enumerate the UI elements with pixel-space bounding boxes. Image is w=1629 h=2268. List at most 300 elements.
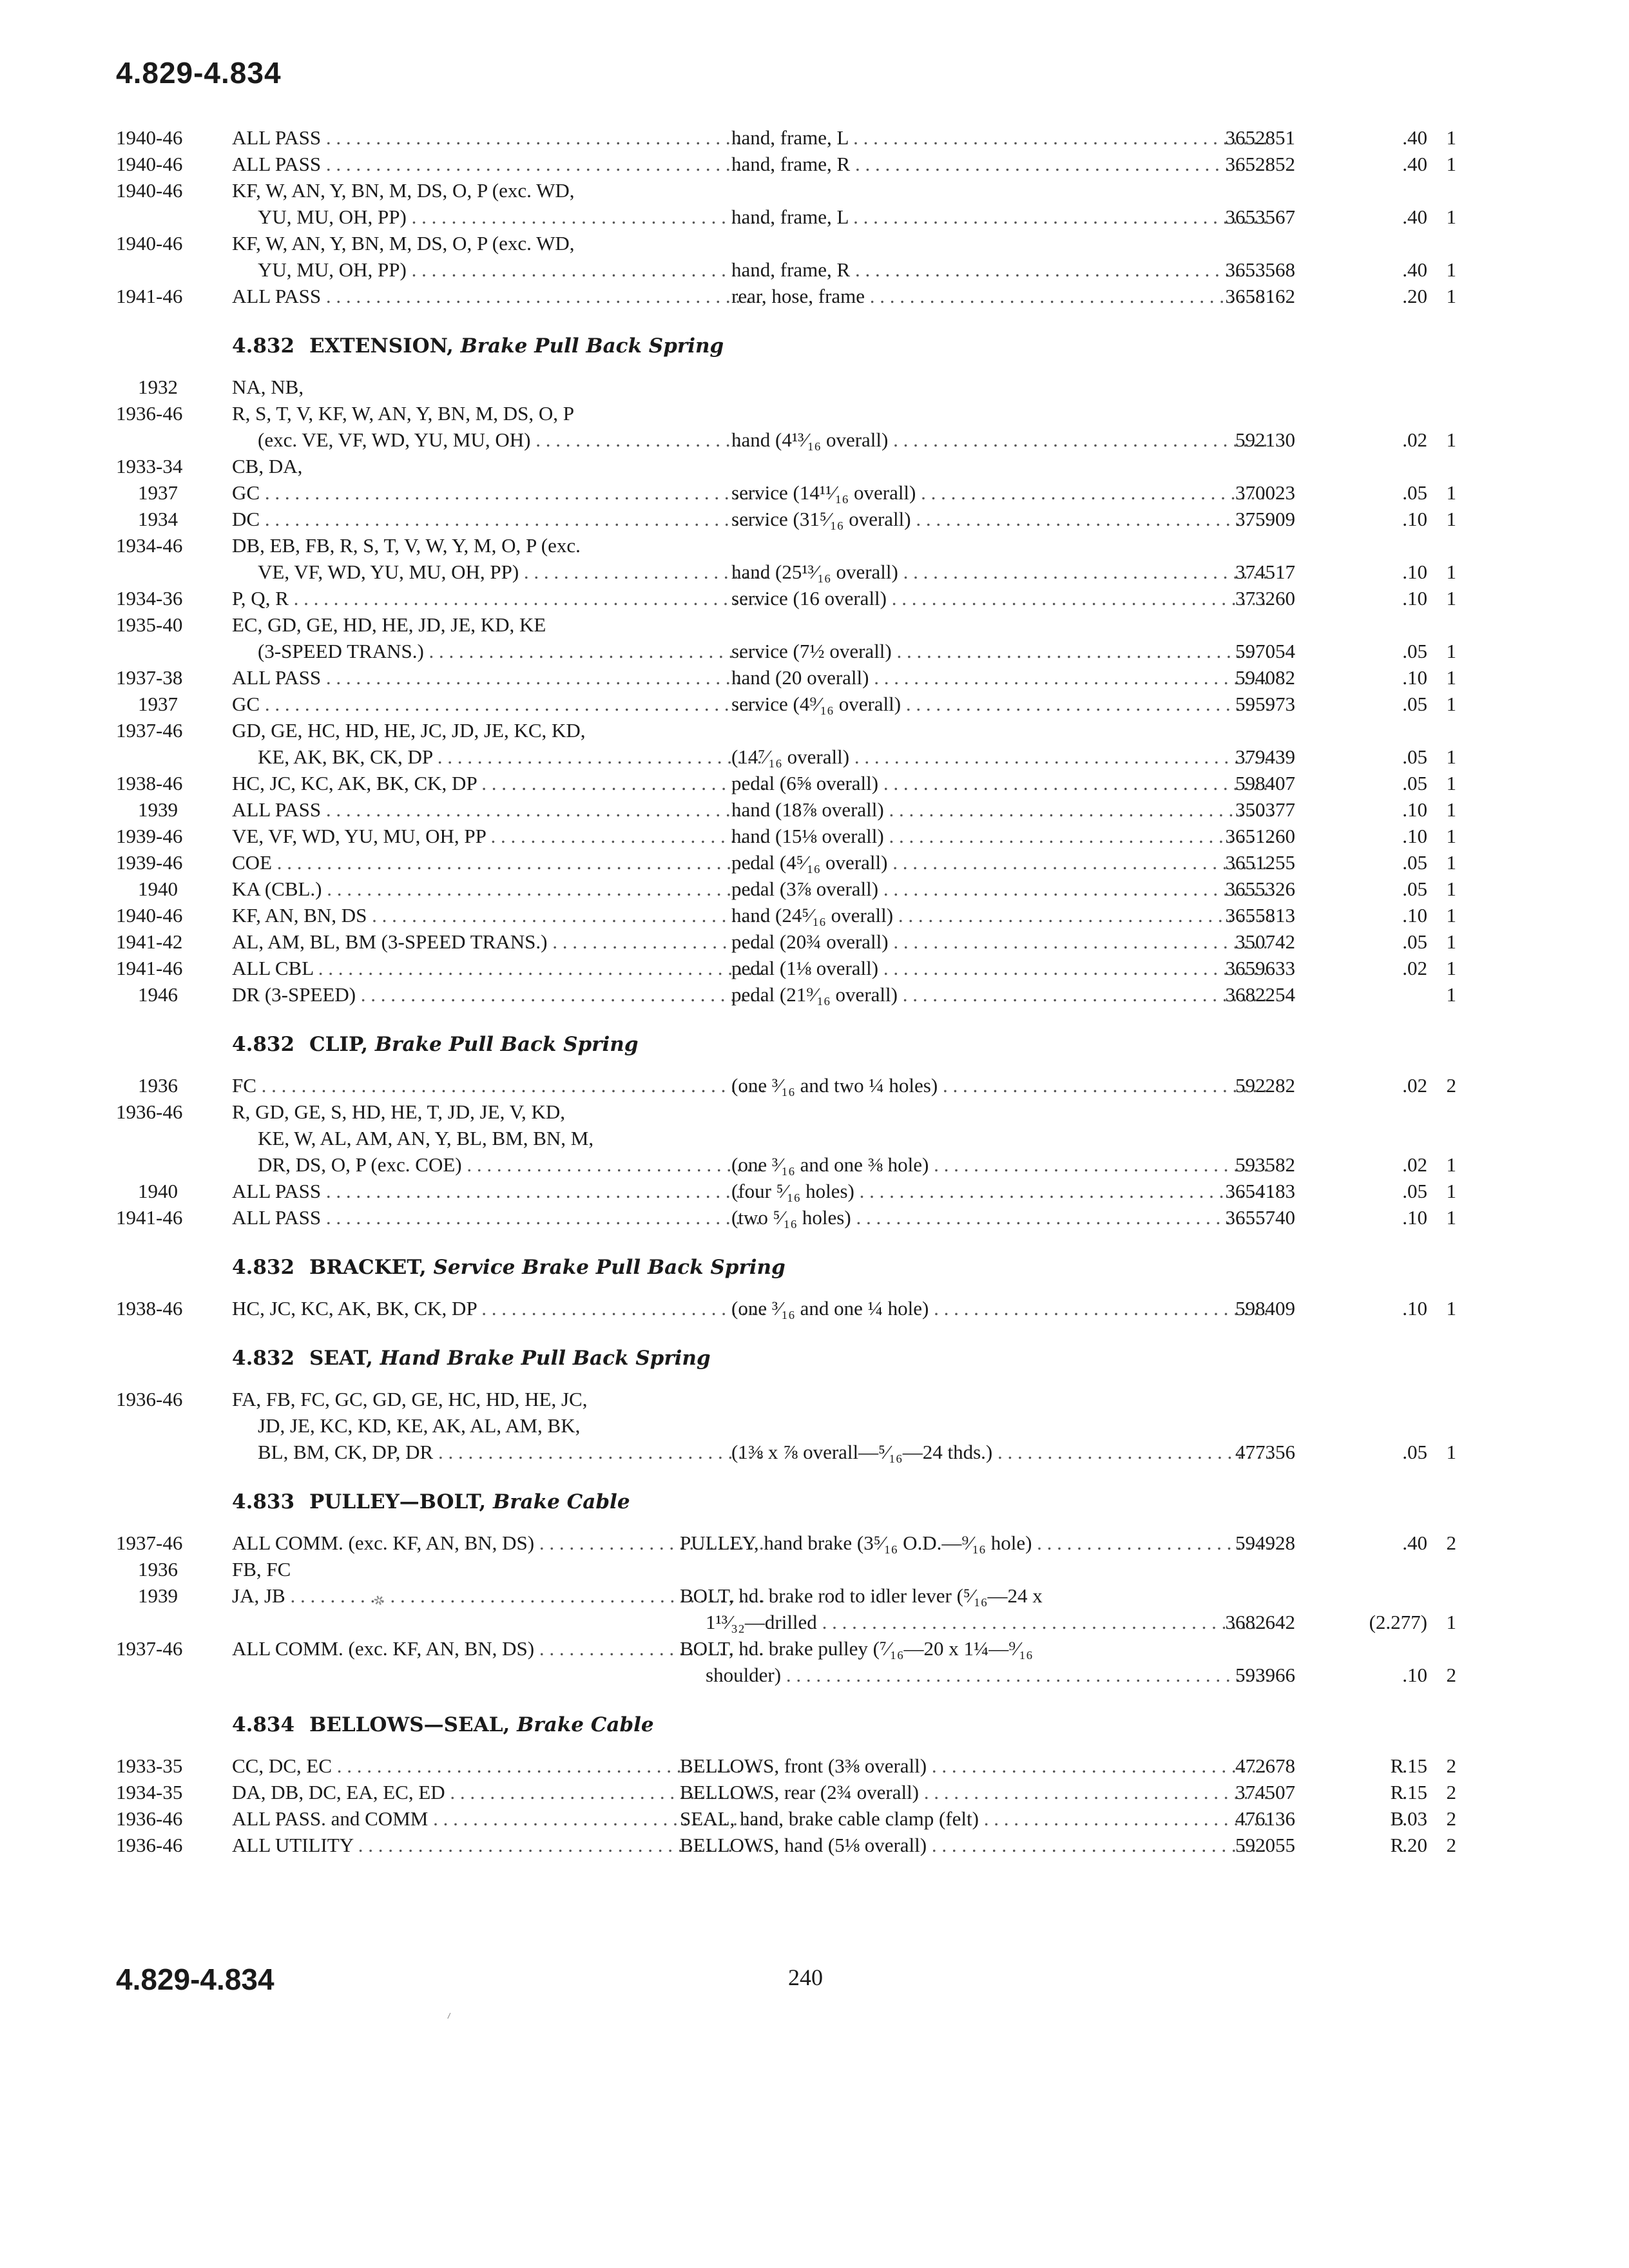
section-title: [309, 1033, 639, 1056]
part-description: hand (18⅞ overall) . . .: [731, 798, 1273, 822]
list-price: .40: [1402, 126, 1427, 149]
model-list: KE, AK, BK, CK, DP . . .: [258, 745, 767, 769]
year-range: 1937-46: [116, 719, 183, 742]
table-row: [116, 983, 1463, 1010]
table-row: [116, 1388, 1463, 1414]
part-number: 477356: [1235, 1441, 1295, 1463]
quantity: 2: [1446, 1807, 1456, 1830]
model-list: ALL PASS . . .: [232, 285, 767, 308]
page-number: 240: [788, 1965, 823, 1990]
part-number: 3651255: [1225, 851, 1295, 874]
year-range: 1940: [138, 1180, 178, 1202]
year-range: 1935-40: [116, 613, 183, 636]
table-row: [116, 1558, 1463, 1584]
table-row: [116, 1532, 1463, 1558]
list-price: .10: [1402, 798, 1427, 821]
model-list: R, S, T, V, KF, W, AN, Y, BN, M, DS, O, P: [232, 402, 575, 425]
quantity: 2: [1446, 1834, 1456, 1856]
part-number: 3658162: [1225, 285, 1295, 307]
table-row: [116, 1637, 1463, 1664]
year-range: 1938-46: [116, 772, 183, 794]
model-list: ALL UTILITY . . .: [232, 1834, 767, 1857]
part-description: pedal (20¾ overall) . . .: [731, 930, 1273, 954]
year-range: 1939: [138, 798, 178, 821]
part-number: 350377: [1235, 798, 1295, 821]
part-description: hand, frame, L . . .: [731, 126, 1273, 149]
part-number: 3655813: [1225, 904, 1295, 927]
quantity: 2: [1446, 1664, 1456, 1686]
part-number: 598409: [1235, 1297, 1295, 1320]
model-list: ALL PASS . . .: [232, 126, 767, 149]
part-number: 375909: [1235, 508, 1295, 530]
table-row: [116, 1834, 1463, 1860]
table-row: [116, 798, 1463, 825]
table-row: [116, 745, 1463, 772]
part-number: 370023: [1235, 481, 1295, 504]
model-list: AL, AM, BL, BM (3-SPEED TRANS.) . . .: [232, 930, 767, 954]
part-description: service (31⁵⁄₁₆ overall) . . .: [731, 508, 1273, 531]
part-number: 476136: [1235, 1807, 1295, 1830]
list-price: .10: [1402, 561, 1427, 583]
section-subtitle: Brake Cable: [493, 1490, 630, 1514]
model-list: CC, DC, EC . . .: [232, 1754, 767, 1778]
table-row: [116, 232, 1463, 258]
quantity: 1: [1446, 1611, 1456, 1633]
model-list: DB, EB, FB, R, S, T, V, W, Y, M, O, P (exc.: [232, 534, 581, 557]
part-number: 3652851: [1225, 126, 1295, 149]
quantity: 1: [1446, 1153, 1456, 1176]
part-number: 592282: [1235, 1074, 1295, 1097]
part-number: 595973: [1235, 693, 1295, 715]
section-heading: [116, 1244, 1463, 1284]
list-price: .05: [1402, 851, 1427, 874]
quantity: 2: [1446, 1074, 1456, 1097]
part-number: 373260: [1235, 587, 1295, 610]
section-title-main: CLIP,: [309, 1033, 369, 1056]
year-range: 1937-46: [116, 1637, 183, 1660]
table-row: [116, 587, 1463, 613]
group-flag: B: [1390, 1807, 1404, 1830]
part-description: (four ⁵⁄₁₆ holes) . . .: [731, 1180, 1273, 1203]
model-list: R, GD, GE, S, HD, HE, T, JD, JE, V, KD,: [232, 1100, 565, 1123]
quantity: 2: [1446, 1532, 1456, 1554]
table-row: [116, 402, 1463, 428]
quantity: 1: [1446, 1441, 1456, 1463]
table-row: [116, 481, 1463, 508]
quantity: 1: [1446, 587, 1456, 610]
part-description: hand (4¹³⁄₁₆ overall) . . .: [731, 428, 1273, 452]
model-list: (exc. VE, VF, WD, YU, MU, OH) . . .: [258, 428, 767, 452]
model-list: DC . . .: [232, 508, 767, 531]
part-number: 594082: [1235, 666, 1295, 689]
table-row: [116, 825, 1463, 851]
quantity: 1: [1446, 258, 1456, 281]
table-row: [116, 126, 1463, 153]
part-number: 472678: [1235, 1754, 1295, 1777]
section-subtitle: Brake Pull Back Spring: [374, 1033, 639, 1056]
table-row: [116, 1127, 1463, 1153]
list-price: .02: [1402, 1074, 1427, 1097]
model-list: VE, VF, WD, YU, MU, OH, PP . . .: [232, 825, 767, 848]
part-number: 379439: [1235, 745, 1295, 768]
year-range: 1939-46: [116, 851, 183, 874]
part-description: hand, frame, L . . .: [731, 206, 1273, 229]
part-number: 592055: [1235, 1834, 1295, 1856]
section-title: [309, 1713, 654, 1736]
table-row: [116, 1664, 1463, 1690]
part-description: BELLOWS, rear (2¾ overall) . . .: [680, 1781, 1273, 1804]
part-description: (14⁷⁄₁₆ overall) . . .: [731, 745, 1273, 769]
year-range: 1940: [138, 878, 178, 900]
table-row: [116, 153, 1463, 179]
table-row: [116, 428, 1463, 455]
quantity: 1: [1446, 1180, 1456, 1202]
part-number: 3653568: [1225, 258, 1295, 281]
table-row: [116, 508, 1463, 534]
model-list: ALL PASS . . .: [232, 1206, 767, 1229]
group-flag: R: [1390, 1834, 1404, 1856]
section-subtitle: Brake Cable: [517, 1713, 654, 1736]
list-price: .05: [1402, 693, 1427, 715]
table-row: [116, 455, 1463, 481]
model-list: KF, AN, BN, DS . . .: [232, 904, 767, 927]
section-heading: [116, 1479, 1463, 1519]
list-price: .10: [1402, 1664, 1427, 1686]
model-list: FB, FC: [232, 1558, 291, 1581]
part-description: pedal (21⁹⁄₁₆ overall) . . .: [731, 983, 1273, 1006]
year-range: 1941-42: [116, 930, 183, 953]
part-description: service (14¹¹⁄₁₆ overall) . . .: [731, 481, 1273, 505]
list-price: .40: [1402, 1532, 1427, 1554]
part-description: BOLT, hd. brake pulley (⁷⁄₁₆—20 x 1¼—⁹⁄₁₆: [680, 1637, 1033, 1660]
quantity: 2: [1446, 1781, 1456, 1803]
model-list: FA, FB, FC, GC, GD, GE, HC, HD, HE, JC,: [232, 1388, 588, 1410]
model-list: GC . . .: [232, 693, 767, 716]
model-list: KF, W, AN, Y, BN, M, DS, O, P (exc. WD,: [232, 232, 575, 255]
table-row: [116, 179, 1463, 206]
year-range: 1940-46: [116, 126, 183, 149]
table-row: [116, 258, 1463, 285]
table-row: [116, 1206, 1463, 1233]
table-row: [116, 772, 1463, 798]
list-price: .40: [1402, 206, 1427, 228]
year-range: 1936-46: [116, 1388, 183, 1410]
table-row: [116, 1611, 1463, 1637]
table-row: [116, 666, 1463, 693]
part-description: pedal (1⅛ overall) . . .: [731, 957, 1273, 980]
table-row: [116, 561, 1463, 587]
model-list: FC . . .: [232, 1074, 767, 1097]
table-row: [116, 1754, 1463, 1781]
model-list: GD, GE, HC, HD, HE, JC, JD, JE, KC, KD,: [232, 719, 586, 742]
part-number: 3682254: [1225, 983, 1295, 1006]
part-description: hand, frame, R . . .: [731, 153, 1273, 176]
part-number: 3652852: [1225, 153, 1295, 175]
model-list: NA, NB,: [232, 376, 304, 398]
model-list: GC . . .: [232, 481, 767, 505]
part-number: 594928: [1235, 1532, 1295, 1554]
year-range: 1936: [138, 1558, 178, 1581]
list-price: .05: [1402, 745, 1427, 768]
year-range: 1936-46: [116, 1100, 183, 1123]
quantity: 1: [1446, 285, 1456, 307]
model-list: HC, JC, KC, AK, BK, CK, DP . . .: [232, 772, 767, 795]
list-price: .03: [1402, 1807, 1427, 1830]
footer-range: 4.829-4.834: [116, 1963, 275, 1996]
list-price: (2.277): [1369, 1611, 1427, 1633]
table-row: [116, 1781, 1463, 1807]
table-row: [116, 719, 1463, 745]
quantity: 1: [1446, 1297, 1456, 1320]
section-title-main: BELLOWS—SEAL,: [309, 1713, 510, 1736]
section-number: 4.832: [232, 1033, 295, 1056]
list-price: .05: [1402, 1441, 1427, 1463]
table-row: [116, 957, 1463, 983]
ink-smudge: ✲: [371, 1592, 387, 1610]
model-list: ALL PASS . . .: [232, 153, 767, 176]
section-title: [309, 1256, 786, 1279]
list-price: .02: [1402, 957, 1427, 979]
year-range: 1936-46: [116, 1807, 183, 1830]
section-subtitle: Hand Brake Pull Back Spring: [380, 1347, 711, 1370]
part-number: 597054: [1235, 640, 1295, 662]
part-description: hand (24⁵⁄₁₆ overall) . . .: [731, 904, 1273, 927]
table-row: [116, 1584, 1463, 1611]
table-row: [116, 1100, 1463, 1127]
group-flag: R: [1390, 1781, 1404, 1803]
running-head: 4.829-4.834: [116, 56, 282, 90]
list-price: .05: [1402, 481, 1427, 504]
section-title: [309, 1347, 711, 1370]
part-number: 3655326: [1225, 878, 1295, 900]
year-range: 1936-46: [116, 1834, 183, 1856]
quantity: 1: [1446, 1206, 1456, 1229]
year-range: 1934: [138, 508, 178, 530]
quantity: 1: [1446, 904, 1456, 927]
model-list: KA (CBL.) . . .: [232, 878, 767, 901]
section-title-main: PULLEY—BOLT,: [309, 1490, 487, 1514]
quantity: 1: [1446, 640, 1456, 662]
table-row: [116, 1807, 1463, 1834]
year-range: 1937-46: [116, 1532, 183, 1554]
table-row: [116, 640, 1463, 666]
model-list: DR (3-SPEED) . . .: [232, 983, 767, 1006]
quantity: 1: [1446, 666, 1456, 689]
part-description: hand (25¹³⁄₁₆ overall) . . .: [731, 561, 1273, 584]
part-description: (one ³⁄₁₆ and two ¼ holes) . . .: [731, 1074, 1273, 1097]
part-number: 3653567: [1225, 206, 1295, 228]
table-row: [116, 1414, 1463, 1441]
table-row: [116, 285, 1463, 311]
section-heading: [116, 1335, 1463, 1375]
year-range: 1940-46: [116, 232, 183, 255]
model-list: DA, DB, DC, EA, EC, ED . . .: [232, 1781, 767, 1804]
part-description: shoulder) . . .: [706, 1664, 1273, 1687]
part-number: 3651260: [1225, 825, 1295, 847]
model-list: YU, MU, OH, PP) . . .: [258, 258, 767, 282]
quantity: 1: [1446, 930, 1456, 953]
table-row: [116, 693, 1463, 719]
section-subtitle: Service Brake Pull Back Spring: [433, 1256, 786, 1279]
part-number: 593582: [1235, 1153, 1295, 1176]
list-price: .10: [1402, 1206, 1427, 1229]
list-price: .15: [1402, 1781, 1427, 1803]
table-row: [116, 930, 1463, 957]
part-description: service (4⁹⁄₁₆ overall) . . .: [731, 693, 1273, 716]
list-price: .10: [1402, 508, 1427, 530]
part-description: BOLT, hd. brake rod to idler lever (⁵⁄₁₆—24 x: [680, 1584, 1043, 1607]
quantity: 1: [1446, 745, 1456, 768]
part-description: hand (20 overall) . . .: [731, 666, 1273, 689]
year-range: 1946: [138, 983, 178, 1006]
part-number: 598407: [1235, 772, 1295, 794]
table-row: [116, 376, 1463, 402]
section-title-main: BRACKET,: [309, 1256, 427, 1279]
model-list: ALL PASS . . .: [232, 1180, 767, 1203]
quantity: 1: [1446, 693, 1456, 715]
list-price: .05: [1402, 1180, 1427, 1202]
part-number: 3654183: [1225, 1180, 1295, 1202]
model-list: ALL PASS . . .: [232, 798, 767, 822]
list-price: .02: [1402, 428, 1427, 451]
model-list: VE, VF, WD, YU, MU, OH, PP) . . .: [258, 561, 767, 584]
part-description: (one ³⁄₁₆ and one ⅜ hole) . . .: [731, 1153, 1273, 1177]
part-description: BELLOWS, hand (5⅛ overall) . . .: [680, 1834, 1273, 1857]
year-range: 1937: [138, 693, 178, 715]
part-description: pedal (3⅞ overall) . . .: [731, 878, 1273, 901]
group-flag: R: [1390, 1754, 1404, 1777]
quantity: 1: [1446, 206, 1456, 228]
quantity: 1: [1446, 772, 1456, 794]
section-number: 4.832: [232, 1256, 295, 1279]
table-row: [116, 904, 1463, 930]
part-description: PULLEY, hand brake (3⁵⁄₁₆ O.D.—⁹⁄₁₆ hole) . . .: [680, 1532, 1273, 1555]
table-row: [116, 878, 1463, 904]
model-list: YU, MU, OH, PP) . . .: [258, 206, 767, 229]
year-range: 1934-35: [116, 1781, 183, 1803]
model-list: ALL PASS. and COMM . . .: [232, 1807, 767, 1831]
quantity: 2: [1446, 1754, 1456, 1777]
part-description: BELLOWS, front (3⅜ overall) . . .: [680, 1754, 1273, 1778]
quantity: 1: [1446, 983, 1456, 1006]
section-heading: [116, 1021, 1463, 1061]
year-range: 1933-34: [116, 455, 183, 477]
section-heading: [116, 1702, 1463, 1742]
year-range: 1939: [138, 1584, 178, 1607]
parts-listing: [116, 126, 1463, 1860]
model-list: JA, JB . . .: [232, 1584, 767, 1608]
list-price: .10: [1402, 825, 1427, 847]
part-description: (1⅜ x ⅞ overall—⁵⁄₁₆—24 thds.) . . .: [731, 1441, 1273, 1464]
model-list: P, Q, R . . .: [232, 587, 767, 610]
table-row: [116, 613, 1463, 640]
section-heading: [116, 323, 1463, 363]
part-number: 592130: [1235, 428, 1295, 451]
part-number: 374507: [1235, 1781, 1295, 1803]
section-title-main: SEAT,: [309, 1347, 373, 1370]
year-range: 1941-46: [116, 1206, 183, 1229]
list-price: .10: [1402, 587, 1427, 610]
table-row: [116, 206, 1463, 232]
list-price: .20: [1402, 285, 1427, 307]
part-description: (one ³⁄₁₆ and one ¼ hole) . . .: [731, 1297, 1273, 1320]
year-range: 1940-46: [116, 153, 183, 175]
year-range: 1938-46: [116, 1297, 183, 1320]
table-row: [116, 851, 1463, 878]
model-list: KF, W, AN, Y, BN, M, DS, O, P (exc. WD,: [232, 179, 575, 202]
part-description: pedal (6⅝ overall) . . .: [731, 772, 1273, 795]
part-number: 374517: [1235, 561, 1295, 583]
quantity: 1: [1446, 957, 1456, 979]
section-title: [309, 334, 724, 358]
year-range: 1933-35: [116, 1754, 183, 1777]
table-row: [116, 1074, 1463, 1100]
model-list: ALL COMM. (exc. KF, AN, BN, DS) . . .: [232, 1532, 767, 1555]
year-range: 1940-46: [116, 904, 183, 927]
list-price: .05: [1402, 640, 1427, 662]
list-price: .05: [1402, 878, 1427, 900]
quantity: 1: [1446, 126, 1456, 149]
quantity: 1: [1446, 825, 1456, 847]
quantity: 1: [1446, 428, 1456, 451]
part-description: pedal (4⁵⁄₁₆ overall) . . .: [731, 851, 1273, 874]
year-range: 1941-46: [116, 285, 183, 307]
table-row: [116, 1297, 1463, 1323]
section-number: 4.833: [232, 1490, 295, 1514]
quantity: 1: [1446, 508, 1456, 530]
list-price: .15: [1402, 1754, 1427, 1777]
year-range: 1940-46: [116, 179, 183, 202]
quantity: 1: [1446, 481, 1456, 504]
year-range: 1932: [138, 376, 178, 398]
list-price: .10: [1402, 904, 1427, 927]
model-list: (3-SPEED TRANS.) . . .: [258, 640, 767, 663]
list-price: .10: [1402, 666, 1427, 689]
part-description: rear, hose, frame . . .: [731, 285, 1273, 308]
section-subtitle: Brake Pull Back Spring: [460, 334, 724, 358]
part-number: 3682642: [1225, 1611, 1295, 1633]
model-list: KE, W, AL, AM, AN, Y, BL, BM, BN, M,: [258, 1127, 594, 1149]
table-row: [116, 1441, 1463, 1467]
list-price: .20: [1402, 1834, 1427, 1856]
section-title-main: EXTENSION,: [309, 334, 454, 358]
model-list: ALL CBL . . .: [232, 957, 767, 980]
quantity: 1: [1446, 153, 1456, 175]
part-number: 3659633: [1225, 957, 1295, 979]
year-range: 1937: [138, 481, 178, 504]
table-row: [116, 1180, 1463, 1206]
year-range: 1934-36: [116, 587, 183, 610]
section-number: 4.832: [232, 334, 295, 358]
part-description: SEAL, hand, brake cable clamp (felt) . . .: [680, 1807, 1273, 1831]
quantity: 1: [1446, 851, 1456, 874]
year-range: 1939-46: [116, 825, 183, 847]
part-description: hand, frame, R . . .: [731, 258, 1273, 282]
ink-smudge: ⸝: [443, 2005, 454, 2021]
section-number: 4.832: [232, 1347, 295, 1370]
part-number: 3655740: [1225, 1206, 1295, 1229]
part-number: 350742: [1235, 930, 1295, 953]
model-list: BL, BM, CK, DP, DR . . .: [258, 1441, 767, 1464]
model-list: ALL PASS . . .: [232, 666, 767, 689]
part-description: service (7½ overall) . . .: [731, 640, 1273, 663]
year-range: 1936-46: [116, 402, 183, 425]
model-list: COE . . .: [232, 851, 767, 874]
list-price: .40: [1402, 258, 1427, 281]
model-list: HC, JC, KC, AK, BK, CK, DP . . .: [232, 1297, 767, 1320]
table-row: [116, 1153, 1463, 1180]
part-description: hand (15⅛ overall) . . .: [731, 825, 1273, 848]
